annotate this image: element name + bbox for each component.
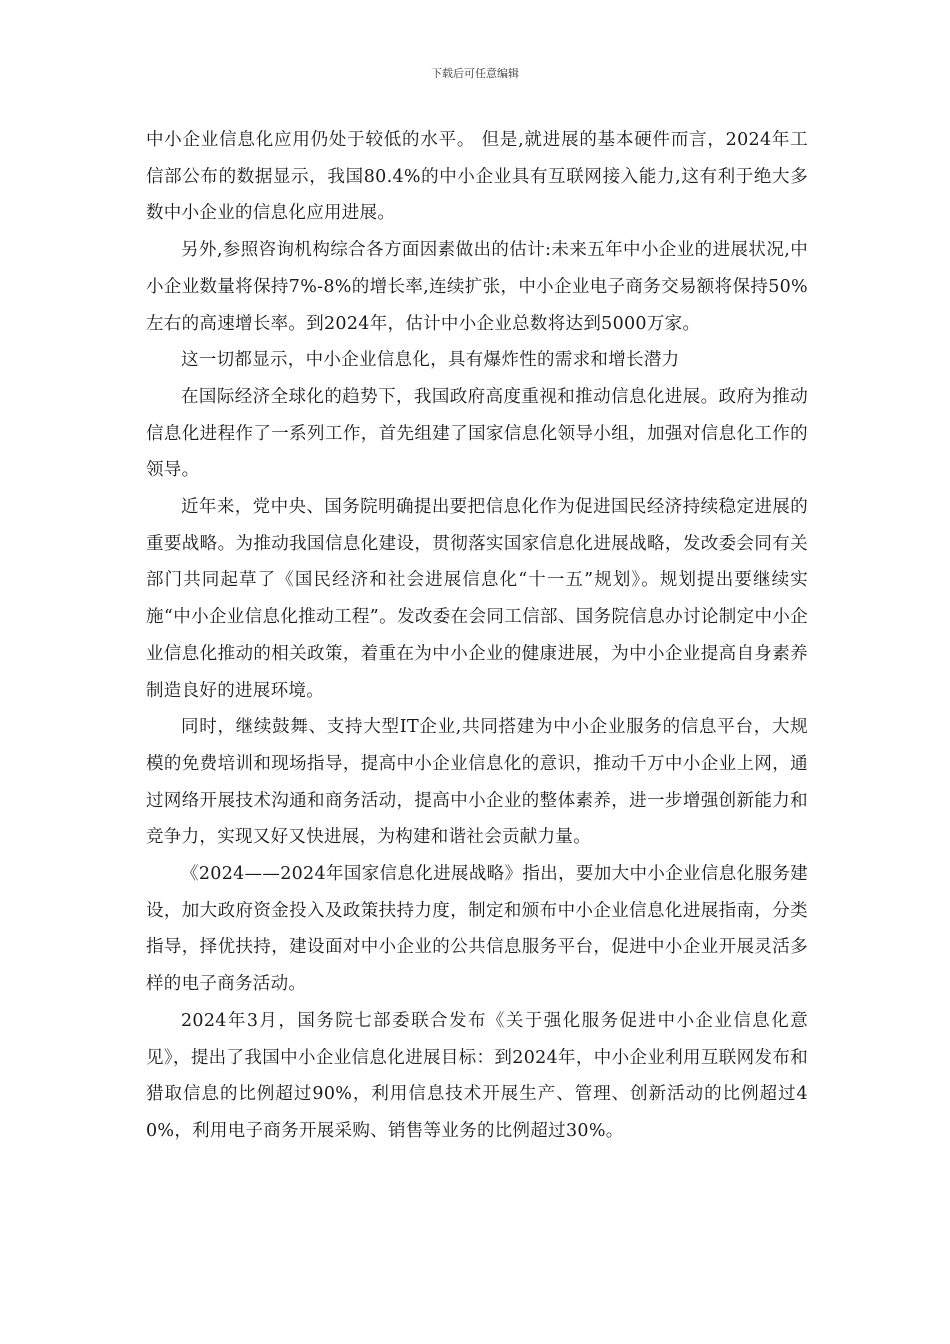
paragraph-4: 在国际经济全球化的趋势下，我国政府高度重视和推动信息化进展。政府为推动信息化进程作了一系列工作，首先组建了国家信息化领导小组，加强对信息化工作的领导。 <box>146 386 808 481</box>
paragraph-6: 同时，继续鼓舞、支持大型IT企业,共同搭建为中小企业服务的信息平台，大规模的免费培训和现场指导，提高中小企业信息化的意识，推动千万中小企业上网，通过网络开展技术沟通和商务活动，提高中小企业的整体素养，进一步增强创新能力和竞争力，实现又好又快进展，为构建和谐社会贡献力量。 <box>146 717 808 848</box>
paragraph-3: 这一切都显示，中小企业信息化，具有爆炸性的需求和增长潜力 <box>181 350 680 371</box>
document-body <box>146 122 808 1150</box>
paragraph-1: 中小企业信息化应用仍处于较低的水平。 但是,就进展的基本硬件而言，2024年工信部公布的数据显示，我国80.4%的中小企业具有互联网接入能力,这有利于绝大多数中小企业的信息化应用进展。 <box>146 130 808 224</box>
paragraph-7: 《2024——2024年国家信息化进展战略》指出，要加大中小企业信息化服务建设，加大政府资金投入及政策扶持力度，制定和颁布中小企业信息化进展指南，分类指导，择优扶持，建设面对中小企业的公共信息服务平台，促进中小企业开展灵活多样的电子商务活动。 <box>146 864 808 995</box>
page-header-note: 下载后可任意编辑 <box>431 67 519 80</box>
paragraph-2: 另外,参照咨询机构综合各方面因素做出的估计:未来五年中小企业的进展状况,中小企业数量将保持7%-8%的增长率,连续扩张，中小企业电子商务交易额将保持50%左右的高速增长率。到2024年，估计中小企业总数将达到5000万家。 <box>146 240 808 334</box>
paragraph-8: 2024年3月，国务院七部委联合发布《关于强化服务促进中小企业信息化意见》，提出了我国中小企业信息化进展目标：到2024年，中小企业利用互联网发布和猎取信息的比例超过90%，利用信息技术开展生产、管理、创新活动的比例超过40%，利用电子商务开展采购、销售等业务的比例超过30%。 <box>146 1010 808 1141</box>
paragraph-5: 近年来，党中央、国务院明确提出要把信息化作为促进国民经济持续稳定进展的重要战略。为推动我国信息化建设，贯彻落实国家信息化进展战略，发改委会同有关部门共同起草了《国民经济和社会进展信息化“十一五”规划》。规划提出要继续实施“中小企业信息化推动工程”。发改委在会同工信部、国务院信息办讨论制定中小企业信息化推动的相关政策，着重在为中小企业的健康进展，为中小企业提高自身素养制造良好的进展环境。 <box>146 497 808 701</box>
